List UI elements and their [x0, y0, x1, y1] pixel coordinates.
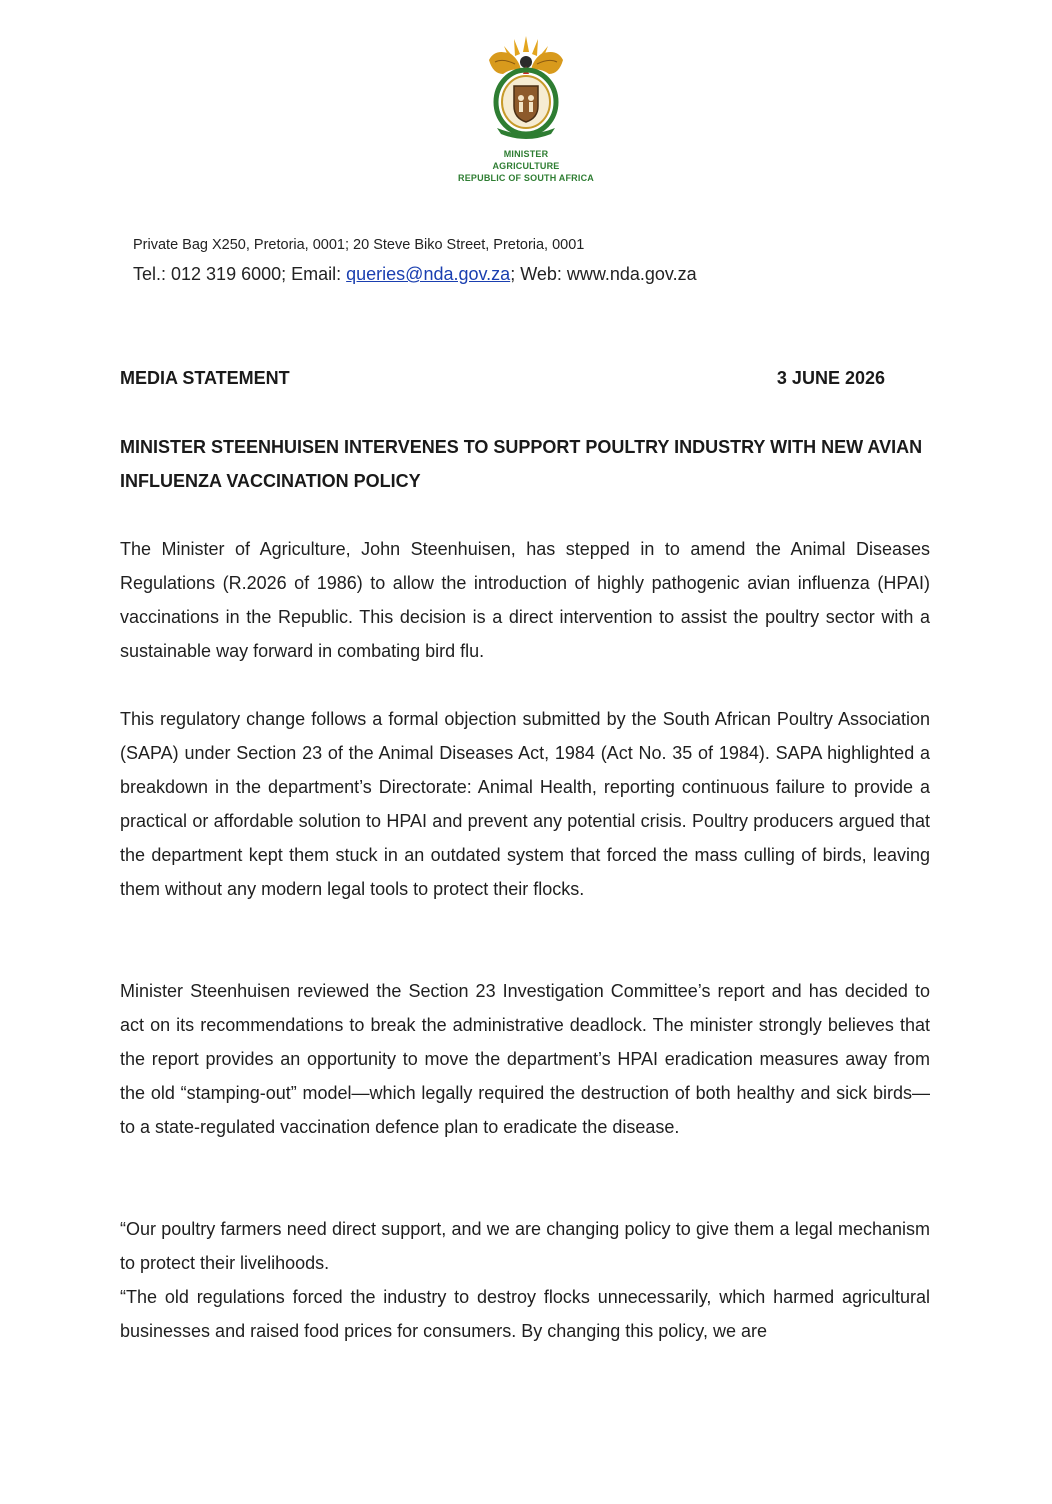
body-paragraph: “The old regulations forced the industry to destroy flocks unnecessarily, which harmed agricultural businesses and raised food prices for consumers. By changing this policy, we are	[120, 1287, 930, 1341]
body-paragraph: Minister Steenhuisen reviewed the Section 23 Investigation Committee’s report and has decided to act on its recommendations to break the administrative deadlock. The minister strongly believes that the report provides an opportunity to move the department’s HPAI eradication measures away from the old “stamping-out” model—which legally required the destruction of both healthy and sick birds—to a state-regulated vaccination defence plan to eradicate the disease.	[120, 981, 930, 1137]
contact-tel: Tel.: 012 319 6000; Email:	[133, 264, 347, 284]
headline: MINISTER STEENHUISEN INTERVENES TO SUPPORT POULTRY INDUSTRY WITH NEW AVIAN INFLUENZA VACCINATION POLICY	[120, 437, 923, 491]
office-line-department: AGRICULTURE	[492, 161, 560, 171]
statement-date: 3 JUNE 2026	[776, 368, 885, 388]
email-link[interactable]: queries@nda.gov.za	[346, 264, 511, 284]
office-line-country: REPUBLIC OF SOUTH AFRICA	[458, 173, 594, 183]
postal-address: Private Bag X250, Pretoria, 0001; 20 Steve Biko Street, Pretoria, 0001	[133, 237, 585, 253]
body-paragraph: This regulatory change follows a formal objection submitted by the South African Poultry Association (SAPA) under Section 23 of the Animal Diseases Act, 1984 (Act No. 35 of 1984). SAPA highlighted a breakdown in the department’s Directorate: Animal Health, reporting continuous failure to provide a practical or affordable solution to HPAI and prevent any potential crisis. Poultry producers argued that the department kept them stuck in an outdated system that forced the mass culling of birds, leaving them without any modern legal tools to protect their flocks.	[120, 709, 930, 899]
coat-of-arms-icon	[481, 30, 571, 142]
body-paragraph: “Our poultry farmers need direct support, and we are changing policy to give them a legal mechanism to protect their livelihoods.	[120, 1219, 930, 1273]
contact-web: ; Web: www.nda.gov.za	[510, 264, 697, 284]
office-line-minister: MINISTER	[503, 149, 549, 159]
letterhead	[0, 30, 1052, 184]
body-paragraph: The Minister of Agriculture, John Steenhuisen, has stepped in to amend the Animal Diseases Regulations (R.2026 of 1986) to allow the introduction of highly pathogenic avian influenza (HPAI) vaccinations in the Republic. This decision is a direct intervention to assist the poultry sector with a sustainable way forward in combating bird flu.	[120, 539, 930, 661]
statement-label: MEDIA STATEMENT	[120, 368, 290, 388]
contact-line	[133, 264, 697, 285]
